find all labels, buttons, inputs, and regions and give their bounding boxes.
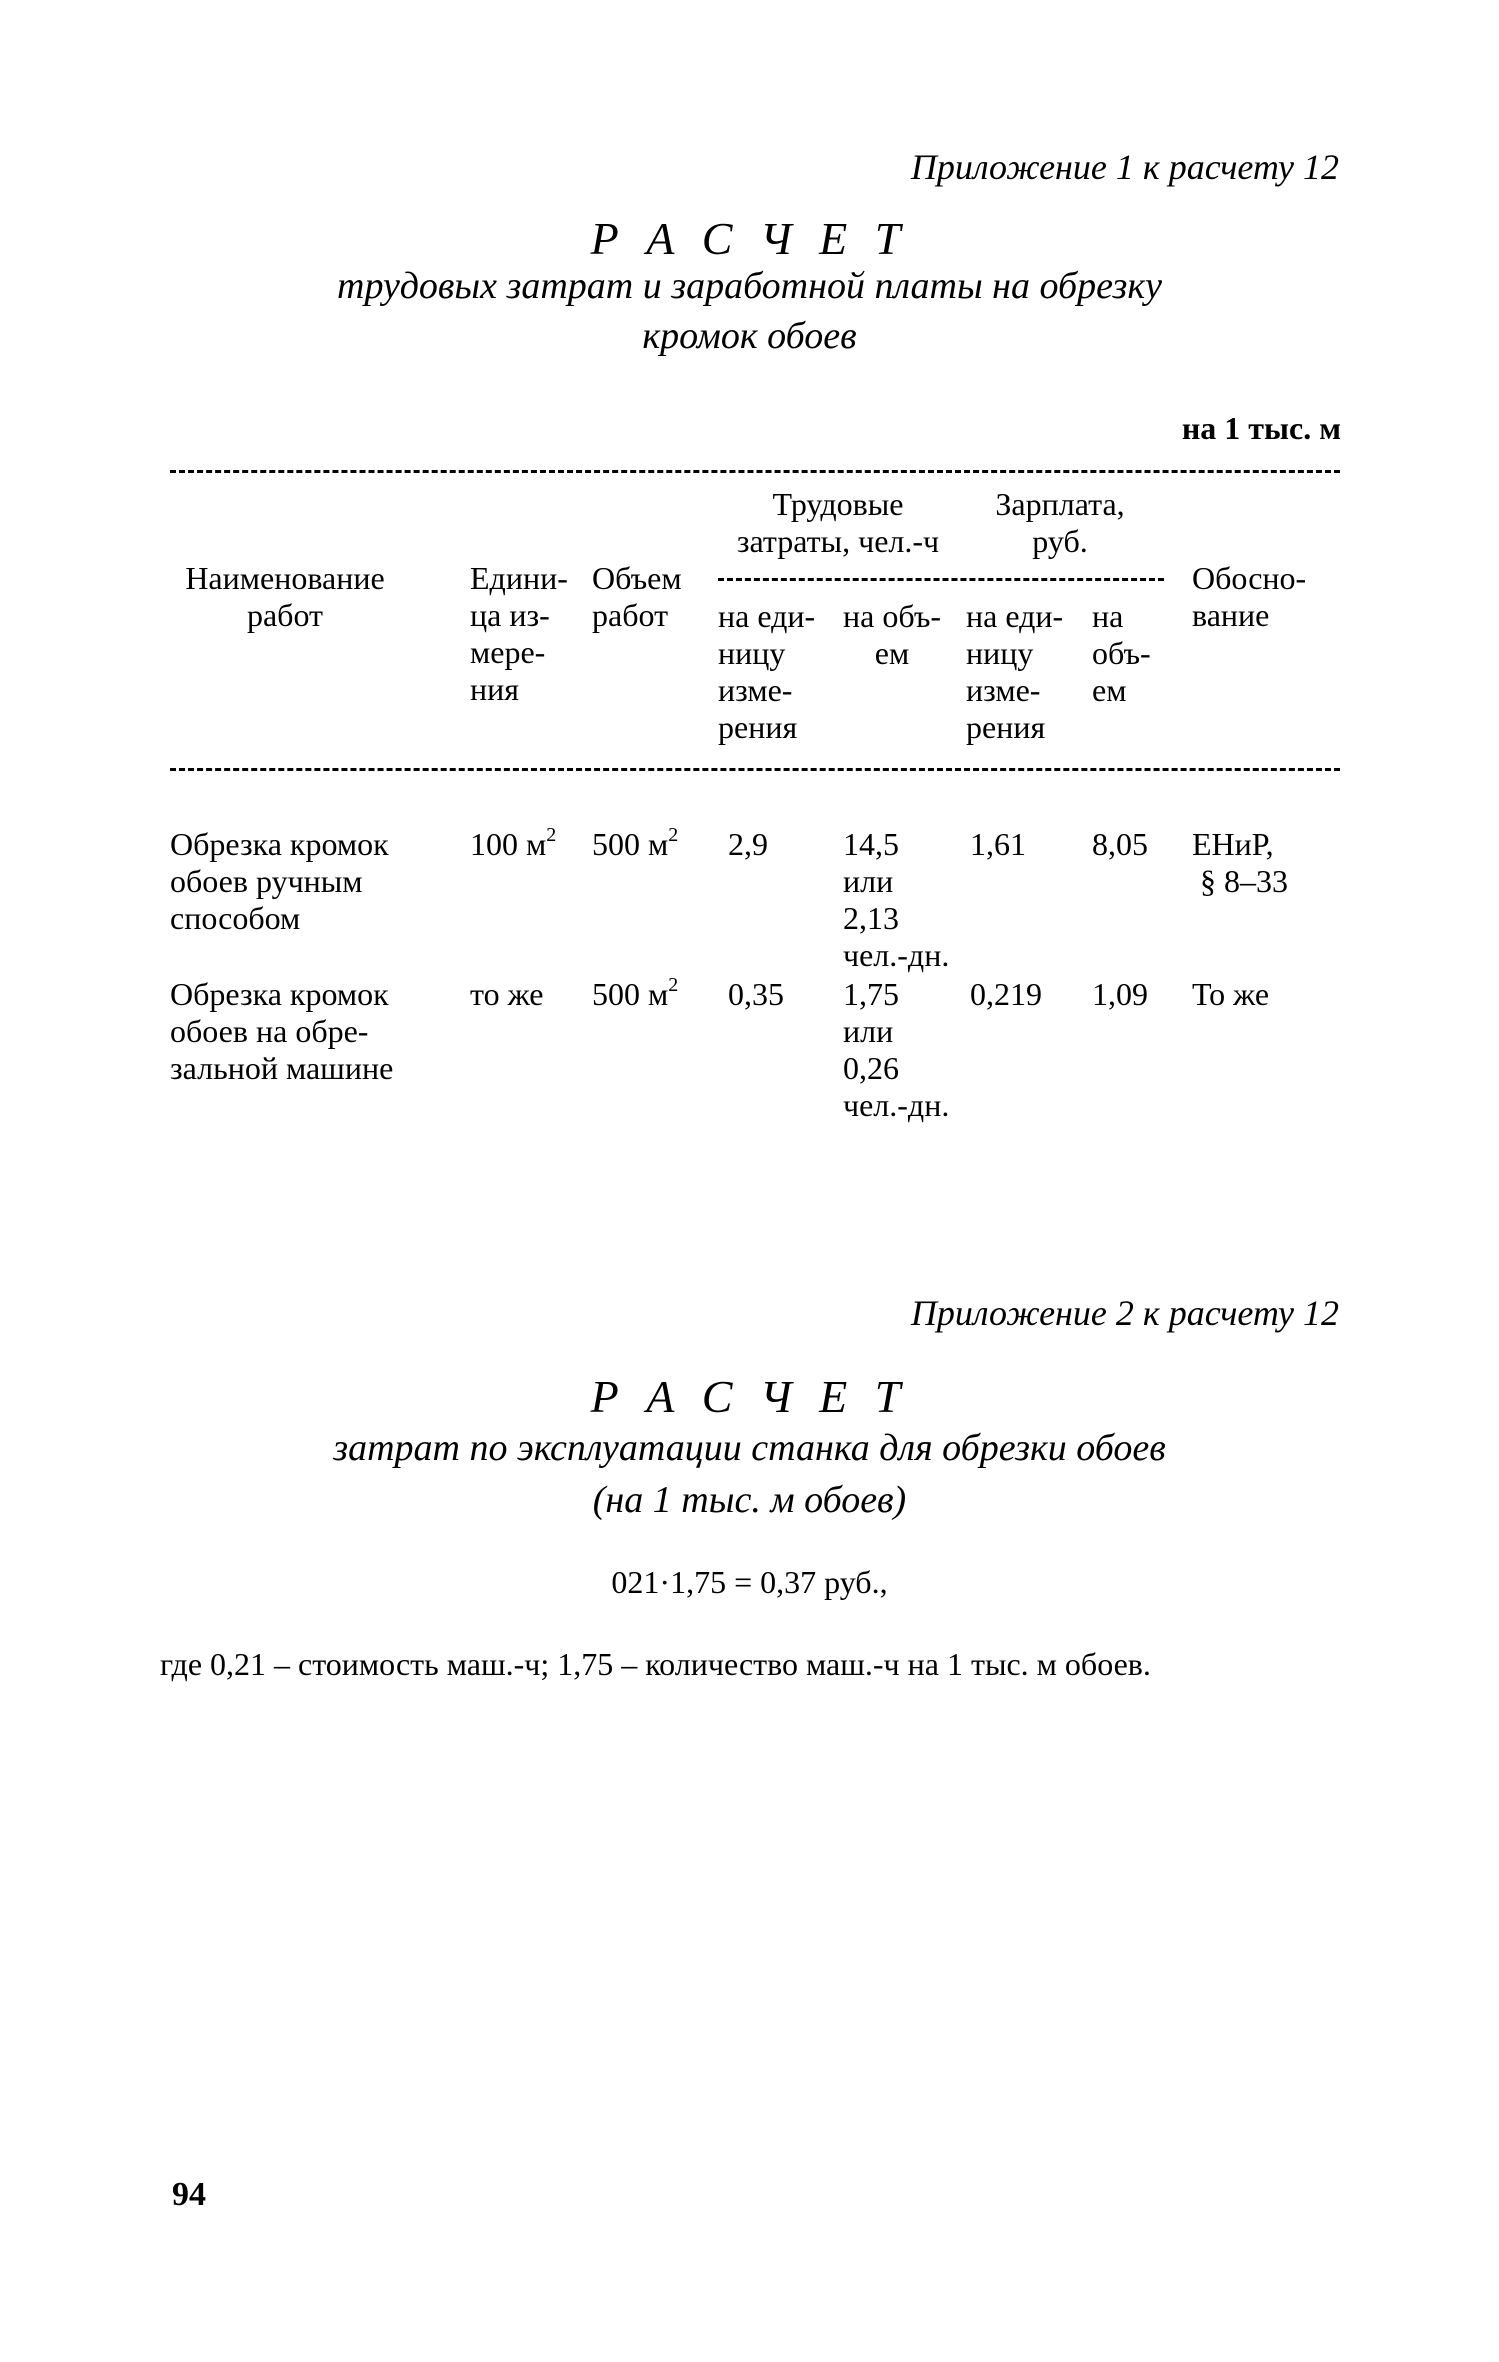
row1-volume: 500 $м^2$ [592, 824, 679, 862]
appendix2-subtitle-line2: (на 1 тыс. м обоев) [592, 1479, 907, 1521]
subheader-wage-per-volume: на объ- ем [1092, 598, 1151, 708]
formula: 021·1,75 = 0,37 руб., [611, 1564, 888, 1600]
col-header-volume: Объем работ [592, 560, 682, 633]
appendix1-subtitle-line1: трудовых затрат и заработной платы на обрезку [337, 265, 1162, 307]
col-header-unit: Едини- ца из- мере- ния [470, 560, 568, 707]
appendix1-title: Р А С Ч Е Т [590, 213, 909, 264]
table-header-rule [170, 768, 1340, 771]
appendix2-title: Р А С Ч Е Т [590, 1371, 909, 1422]
appendix1-subtitle-line2: кромок обоев [642, 315, 857, 357]
row2-labor-volume: 1,75 или 0,26 чел.-дн. [843, 976, 950, 1123]
subheader-labor-per-volume: на объ- ем [843, 598, 942, 671]
unit-note: на 1 тыс. м [1181, 410, 1341, 446]
row1-basis: ЕНиР, § 8–33 [1192, 826, 1288, 899]
row1-labor-unit: 2,9 [728, 826, 768, 862]
appendix2-header: Приложение 2 к расчету 12 [910, 1293, 1339, 1333]
col-header-name: Наименование работ [185, 560, 385, 633]
group-header-wage: Зарплата, руб. [995, 486, 1125, 559]
row2-name: Обрезка кромок обоев на обре- зальной машине [170, 976, 394, 1086]
row1-wage-volume: 8,05 [1092, 826, 1148, 862]
group-header-labor: Трудовые затраты, чел.-ч [736, 486, 940, 559]
row1-wage-unit: 1,61 [970, 826, 1026, 862]
row2-unit: то же [470, 976, 544, 1012]
row1-labor-volume: 14,5 или 2,13 чел.-дн. [843, 826, 950, 973]
row2-labor-unit: 0,35 [728, 976, 784, 1012]
row1-unit: 100 $м^2$ [470, 824, 557, 862]
row2-volume: 500 $м^2$ [592, 974, 679, 1012]
row2-wage-unit: 0,219 [970, 976, 1042, 1012]
row2-basis: То же [1192, 976, 1270, 1012]
group-header-rule [718, 578, 1164, 581]
appendix1-header: Приложение 1 к расчету 12 [910, 147, 1339, 187]
appendix2-subtitle-line1: затрат по эксплуатации станка для обрезки обоев [333, 1427, 1166, 1469]
col-header-basis: Обосно- вание [1192, 560, 1307, 633]
subheader-labor-per-unit: на еди- ницу изме- рения [718, 598, 816, 745]
subheader-wage-per-unit: на еди- ницу изме- рения [966, 598, 1064, 745]
explanation: где 0,21 – стоимость маш.-ч; 1,75 – количество маш.-ч на 1 тыс. м обоев. [160, 1646, 1151, 1682]
page-number: 94 [172, 2176, 206, 2213]
row2-wage-volume: 1,09 [1092, 976, 1148, 1012]
table-top-rule [170, 470, 1340, 473]
row1-name: Обрезка кромок обоев ручным способом [170, 826, 389, 936]
